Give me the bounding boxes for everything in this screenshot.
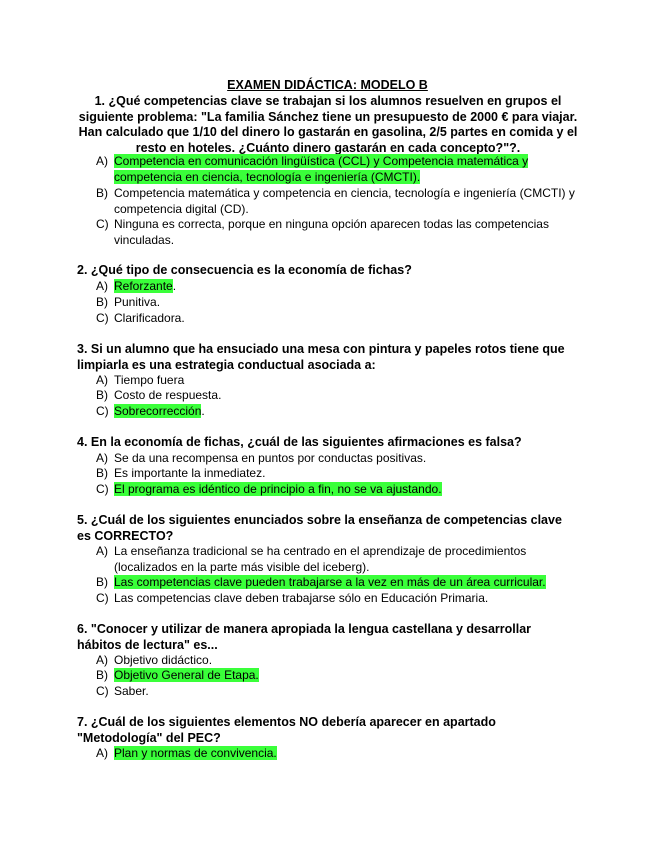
option-text-correct: Competencia en comunicación lingüística (CCL) y Competencia matemática y competencia en ciencia, tecnología e ingeniería (CMCTI). <box>114 154 529 184</box>
question-7-text: 7. ¿Cuál de los siguientes elementos NO debería aparecer en apartado "Metodología" del PEC? <box>77 715 496 745</box>
option-text: Saber. <box>114 684 149 698</box>
option-text: Punitiva. <box>114 295 161 309</box>
q6-option-b <box>96 668 581 684</box>
q4-option-c <box>96 482 581 498</box>
option-letter: B) <box>96 295 108 309</box>
option-text: Clarificadora. <box>114 311 185 325</box>
question-5-text: 5. ¿Cuál de los siguientes enunciados sobre la enseñanza de competencias clave es CORRECTO? <box>77 513 562 543</box>
option-letter: C) <box>96 591 109 605</box>
option-letter: C) <box>96 404 109 418</box>
question-1-text: 1. ¿Qué competencias clave se trabajan si los alumnos resuelven en grupos el siguiente problema: "La familia Sánchez tiene un presupuesto de 2000 € para viajar. Han calculado que 1/10 del dinero lo gastarán en gasolina, 2/5 partes en comida y el resto en hoteles. ¿Cuánto dinero gastarán en cada concepto?"?. <box>78 94 578 155</box>
option-text-correct: Las competencias clave pueden trabajarse a la vez en más de un área curricular. <box>114 575 546 589</box>
option-letter: A) <box>96 451 108 465</box>
option-text: Costo de respuesta. <box>114 388 222 402</box>
q1-option-c <box>96 217 581 248</box>
q3-option-c <box>96 404 581 420</box>
question-3-text: 3. Si un alumno que ha ensuciado una mesa con pintura y papeles rotos tiene que limpiarla es una estrategia conductual asociada a: <box>77 342 565 372</box>
option-letter: B) <box>96 668 108 682</box>
option-text: Las competencias clave deben trabajarse sólo en Educación Primaria. <box>114 591 489 605</box>
option-text: Se da una recompensa en puntos por conductas positivas. <box>114 451 427 465</box>
q3-option-a <box>96 373 581 389</box>
question-2-text: 2. ¿Qué tipo de consecuencia es la economía de fichas? <box>77 263 412 277</box>
q4-option-a <box>96 451 581 467</box>
option-text: Competencia matemática y competencia en ciencia, tecnología e ingeniería (CMCTI) y competencia digital (CD). <box>114 186 575 216</box>
option-letter: C) <box>96 482 109 496</box>
q5-option-c <box>96 591 581 607</box>
option-letter: A) <box>96 653 108 667</box>
option-letter: A) <box>96 746 108 760</box>
q3-option-b <box>96 388 581 404</box>
q2-option-b <box>96 295 581 311</box>
option-text: Ninguna es correcta, porque en ninguna opción aparecen todas las competencias vinculadas. <box>114 217 549 247</box>
q5-option-a <box>96 544 581 575</box>
option-letter: C) <box>96 311 109 325</box>
question-6-text: 6. "Conocer y utilizar de manera apropiada la lengua castellana y desarrollar hábitos de lectura" es... <box>77 622 532 652</box>
option-text-correct: Objetivo General de Etapa. <box>114 668 259 682</box>
q2-option-c <box>96 311 581 327</box>
q2-option-a <box>96 279 581 295</box>
option-letter: B) <box>96 466 108 480</box>
q1-option-a <box>96 154 581 185</box>
q6-option-a <box>96 653 581 669</box>
option-text: Objetivo didáctico. <box>114 653 213 667</box>
question-4-text: 4. En la economía de fichas, ¿cuál de las siguientes afirmaciones es falsa? <box>77 435 522 449</box>
option-letter: C) <box>96 217 109 231</box>
option-text-correct: Plan y normas de convivencia. <box>114 746 277 760</box>
option-suffix: . <box>201 404 205 418</box>
q4-option-b <box>96 466 581 482</box>
q6-option-c <box>96 684 581 700</box>
option-suffix: . <box>172 279 177 293</box>
option-text-correct: El programa es idéntico de principio a fin, no se va ajustando. <box>114 482 442 496</box>
option-letter: B) <box>96 186 108 200</box>
option-letter: B) <box>96 388 108 402</box>
option-text-correct: Sobrecorrección <box>114 404 202 418</box>
option-text: Tiempo fuera <box>114 373 185 387</box>
option-letter: A) <box>96 373 108 387</box>
exam-title: EXAMEN DIDÁCTICA: MODELO B <box>227 78 428 92</box>
option-letter: B) <box>96 575 108 589</box>
q5-option-b <box>96 575 581 591</box>
option-letter: C) <box>96 684 109 698</box>
option-text-correct: Reforzante <box>114 279 173 293</box>
option-text: Es importante la inmediatez. <box>114 466 266 480</box>
option-letter: A) <box>96 279 108 293</box>
q1-option-b <box>96 186 581 217</box>
option-letter: A) <box>96 154 108 168</box>
option-text: La enseñanza tradicional se ha centrado en el aprendizaje de procedimientos (localizados en la parte más visible del iceberg). <box>114 544 527 574</box>
option-letter: A) <box>96 544 108 558</box>
q7-option-a <box>96 746 581 762</box>
